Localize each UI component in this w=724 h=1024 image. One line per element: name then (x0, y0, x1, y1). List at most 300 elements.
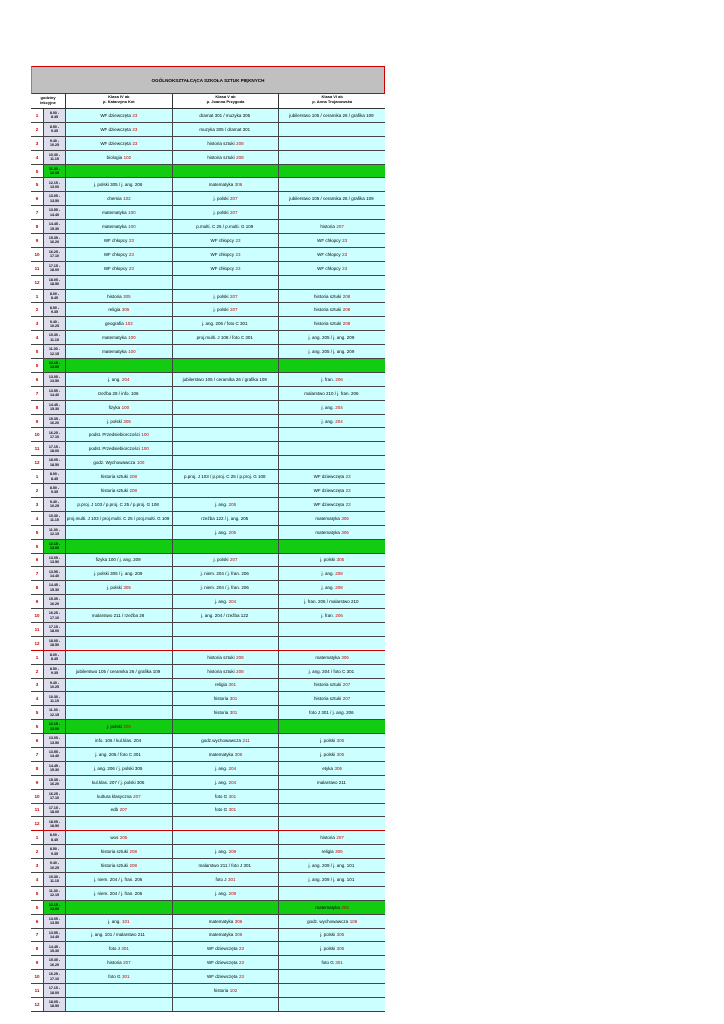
lesson-cell (173, 845, 280, 858)
lesson-cells (66, 679, 385, 692)
lesson-cell (66, 498, 173, 511)
room: 204 (228, 599, 237, 605)
room: 207 (230, 196, 238, 202)
lesson-time (44, 942, 66, 955)
lesson-row (31, 970, 385, 984)
lesson-cells (66, 831, 385, 844)
lesson-cells (66, 178, 385, 191)
subject: j. ang. (214, 529, 228, 535)
room: 211 (242, 738, 250, 744)
lesson-cell (66, 276, 173, 289)
lesson-cells (66, 929, 385, 942)
lesson-cell (173, 734, 280, 747)
lesson-cells (66, 484, 385, 497)
lesson-cell (66, 290, 173, 303)
lesson-time (44, 873, 66, 886)
subject: j. polski (320, 932, 336, 938)
lesson-row (31, 526, 385, 540)
time-end: 9.35 (51, 851, 58, 856)
subject: foto J (215, 876, 227, 882)
time-start: 15.35 - (48, 416, 61, 421)
room: 208 (129, 474, 137, 480)
room: 102 (229, 988, 238, 994)
lesson-cells (66, 137, 385, 150)
room: 23 (342, 265, 348, 271)
lesson-time (44, 804, 66, 817)
room: 23 (345, 474, 351, 480)
time-start: 9.40 - (49, 319, 60, 324)
lesson-cell (66, 581, 173, 594)
room: 23 (132, 126, 138, 132)
class-teacher: p. Anna Trojanowska (312, 98, 353, 104)
lesson-cell (173, 984, 280, 997)
subject: historia sztuki (314, 696, 342, 702)
subject: religia (214, 682, 227, 688)
room: 23 (235, 251, 241, 257)
lesson-cell (66, 679, 173, 692)
time-start: 16.25 - (48, 430, 61, 435)
room: 207 (123, 960, 131, 966)
subject: p.multi. C 25 / p.multi. G 109 (196, 224, 254, 230)
subject: godz. wychowawcza (307, 918, 349, 924)
lesson-number: 8 (31, 401, 44, 414)
lesson-number: 12 (31, 456, 44, 469)
time-start: 15.35 - (48, 236, 61, 241)
lesson-cell (173, 317, 280, 330)
class-header-v (173, 94, 280, 108)
lesson-cell (66, 956, 173, 969)
time-end: 11.15 (50, 337, 59, 342)
lesson-time (44, 165, 66, 178)
room: 305 (336, 557, 345, 563)
time-end: 17.10 (50, 976, 59, 981)
time-start: 17.15 - (48, 444, 61, 449)
subject: matematyka (315, 529, 340, 535)
lesson-cell (66, 998, 173, 1011)
lesson-cell (66, 595, 173, 608)
lesson-cell (279, 915, 385, 928)
subject: foto G (214, 807, 228, 813)
time-start: 13.55 - (48, 750, 61, 755)
room: 207 (230, 210, 238, 216)
lesson-cell (173, 151, 280, 164)
lesson-row (31, 442, 385, 456)
room: 306 (341, 654, 349, 660)
subject: j. fran. (321, 376, 334, 382)
lesson-cells (66, 165, 385, 178)
lesson-cell (66, 470, 173, 483)
lesson-row (31, 998, 385, 1011)
lesson-cells (66, 331, 385, 344)
lesson-time (44, 192, 66, 205)
lesson-number: 11 (31, 984, 44, 997)
time-end: 13.00 (50, 546, 59, 551)
lesson-cells (66, 623, 385, 636)
lesson-number: 7 (31, 387, 44, 400)
lesson-row (31, 692, 385, 706)
lesson-cell (173, 706, 280, 719)
subject: matematyka (208, 751, 234, 757)
subject: WF chłopcy (210, 265, 234, 271)
time-end: 15.30 (50, 768, 59, 773)
time-start: 8.00 - (49, 111, 60, 116)
subject: WF dziewczęta (206, 960, 238, 966)
lesson-cell (279, 123, 385, 136)
lesson-cells (66, 456, 385, 469)
lesson-row (31, 428, 385, 442)
subject: j. polski (213, 210, 229, 216)
time-start: 14.45 - (48, 944, 61, 949)
lesson-number: 4 (31, 151, 44, 164)
time-end: 9.35 (51, 129, 58, 134)
time-end: 13.50 (50, 921, 59, 926)
room: 301 (228, 876, 236, 882)
lesson-cell (173, 290, 280, 303)
subject: foto G (108, 974, 121, 980)
lesson-row (31, 665, 385, 679)
room: 306 (234, 751, 243, 757)
lesson-row (31, 915, 385, 929)
lesson-cells (66, 748, 385, 761)
lesson-time (44, 790, 66, 803)
lesson-cell (279, 512, 385, 525)
lesson-cell (279, 790, 385, 803)
time-start: 8.50 - (49, 486, 60, 491)
lesson-cell (279, 248, 385, 261)
time-start: 11.30 - (49, 347, 60, 352)
class-name: Klasa VI ab (321, 94, 343, 99)
lesson-cell (279, 373, 385, 386)
lesson-number: 12 (31, 998, 44, 1011)
lesson-cell (279, 415, 385, 428)
lesson-time (44, 651, 66, 664)
lesson-cell (279, 665, 385, 678)
lesson-cell (279, 151, 385, 164)
room: 207 (230, 557, 238, 563)
lesson-cells (66, 665, 385, 678)
lesson-cells (66, 303, 385, 316)
lesson-time (44, 581, 66, 594)
subject: proj.multi. J 108 / foto C 301 (196, 335, 253, 341)
lesson-cell (66, 873, 173, 886)
lesson-time (44, 679, 66, 692)
lesson-cell (279, 331, 385, 344)
lesson-number: 9 (31, 595, 44, 608)
lesson-cell (173, 817, 280, 830)
lesson-number: 4 (31, 331, 44, 344)
lesson-time (44, 970, 66, 983)
time-end: 15.30 (50, 948, 59, 953)
lesson-time (44, 248, 66, 261)
lesson-row (31, 720, 385, 734)
time-start: 10.30 - (48, 513, 61, 518)
lesson-cell (66, 303, 173, 316)
room: 100 (128, 224, 136, 230)
subject: j. fran. (321, 613, 334, 618)
lesson-cell (279, 401, 385, 414)
subject: historia sztuki (100, 474, 128, 480)
schedule-days (31, 109, 385, 1012)
subject: edb (110, 807, 119, 813)
lesson-cells (66, 415, 385, 428)
time-end: 8.45 (51, 115, 58, 120)
day-block (31, 290, 385, 471)
subject: etyka (322, 765, 334, 771)
time-end: 13.00 (50, 907, 59, 912)
lesson-cells (66, 512, 385, 525)
time-end: 14.40 (50, 573, 59, 578)
lesson-cell (173, 748, 280, 761)
time-end: 18.50 (50, 643, 59, 648)
lesson-number: 7 (31, 206, 44, 219)
lesson-cells (66, 554, 385, 567)
lesson-time (44, 706, 66, 719)
hours-header-line1: godziny (40, 95, 56, 101)
lesson-time (44, 929, 66, 942)
lesson-number: 2 (31, 484, 44, 497)
lesson-row (31, 151, 385, 165)
lesson-row (31, 123, 385, 137)
lesson-number: 8 (31, 762, 44, 775)
lesson-number: 11 (31, 804, 44, 817)
subject: j. ang. 204 / foto C 301 (308, 668, 355, 674)
lesson-cell (173, 234, 280, 247)
lesson-cell (66, 331, 173, 344)
time-end: 13.50 (50, 740, 59, 745)
subject: j. ang. 101 / malarstwo 211 (91, 932, 145, 938)
lesson-cell (173, 887, 280, 900)
lesson-number: 1 (31, 109, 44, 122)
table-header (31, 94, 385, 109)
time-start: 17.15 - (48, 986, 61, 991)
lesson-number: 11 (31, 262, 44, 275)
room: 205 (228, 529, 237, 535)
subject: j. ang. (321, 418, 334, 424)
lesson-cell (66, 901, 173, 914)
time-end: 18.00 (50, 268, 59, 273)
lesson-cell (173, 942, 280, 955)
time-end: 12.15 (50, 351, 59, 356)
lesson-number: 10 (31, 609, 44, 622)
lesson-cell (279, 734, 385, 747)
lesson-time (44, 554, 66, 567)
lesson-row (31, 373, 385, 387)
lesson-cell (279, 220, 385, 233)
subject: matematyka (208, 932, 234, 938)
lesson-cell (173, 720, 280, 733)
time-start: 11.30 - (49, 166, 60, 171)
lesson-number: 2 (31, 665, 44, 678)
time-start: 13.05 - (48, 375, 61, 380)
lesson-time (44, 109, 66, 122)
lesson-cell (279, 873, 385, 886)
lesson-row (31, 165, 385, 179)
lesson-cells (66, 540, 385, 553)
lesson-time (44, 692, 66, 705)
time-start: 16.25 - (48, 972, 61, 977)
room: 301 (228, 682, 237, 688)
room: 306 (341, 904, 349, 910)
lesson-number: 7 (31, 567, 44, 580)
lesson-time (44, 331, 66, 344)
lesson-number: 8 (31, 220, 44, 233)
lesson-time (44, 290, 66, 303)
subject: j. polski 305 / j. ang. 206 (93, 182, 143, 188)
lesson-cell (173, 373, 280, 386)
subject: j. ang. (214, 599, 228, 605)
time-start: 12.15 - (48, 902, 61, 907)
lesson-cell (173, 192, 280, 205)
subject: j. ang. 209 / j. ang. 101 (308, 863, 355, 869)
subject: jubilerstwo 105 / ceramika 26 / grafika 109 (289, 196, 374, 202)
lesson-cells (66, 595, 385, 608)
time-end: 8.45 (51, 296, 58, 301)
lesson-number: 11 (31, 623, 44, 636)
time-end: 10.25 (50, 143, 59, 148)
room: 301 (229, 710, 238, 716)
subject: rzeźba 122 / j. ang. 205 (201, 515, 249, 521)
lesson-cell (173, 123, 280, 136)
lesson-cell (279, 262, 385, 275)
lesson-cell (66, 526, 173, 539)
time-end: 18.50 (50, 282, 59, 287)
lesson-cell (173, 345, 280, 358)
lesson-cell (279, 498, 385, 511)
lesson-cell (173, 567, 280, 580)
lesson-cell (173, 428, 280, 441)
subject: matematyka (315, 904, 340, 910)
lesson-cell (66, 942, 173, 955)
lesson-cell (66, 234, 173, 247)
room: 208 (129, 487, 137, 493)
room: 306 (341, 529, 349, 535)
lesson-cells (66, 262, 385, 275)
class-name: Klasa IV ab (108, 94, 130, 99)
time-start: 18.05 - (48, 819, 61, 824)
lesson-time (44, 317, 66, 330)
room: 208 (342, 307, 351, 313)
lesson-cell (66, 248, 173, 261)
lesson-number: 2 (31, 845, 44, 858)
lesson-cell (173, 470, 280, 483)
lesson-cell (173, 915, 280, 928)
lesson-cell (66, 262, 173, 275)
time-end: 13.50 (50, 379, 59, 384)
subject: godz. Wychowawcza (93, 460, 136, 466)
lesson-cells (66, 609, 385, 622)
lesson-time (44, 901, 66, 914)
lesson-number: 6 (31, 373, 44, 386)
lesson-number: 5 (31, 901, 44, 914)
lesson-cells (66, 498, 385, 511)
lesson-row (31, 137, 385, 151)
lesson-row (31, 415, 385, 429)
time-end: 18.50 (50, 462, 59, 467)
lesson-cell (173, 929, 280, 942)
lesson-time (44, 345, 66, 358)
subject: wos (110, 835, 119, 841)
lesson-number: 5 (31, 887, 44, 900)
room: 208 (236, 154, 244, 160)
room: 207 (342, 682, 351, 688)
lesson-cell (66, 762, 173, 775)
lesson-time (44, 512, 66, 525)
lesson-cell (173, 651, 280, 664)
room: 209 (228, 890, 237, 896)
lesson-cells (66, 804, 385, 817)
subject: j. niem. 204 / j. fran. 206 (93, 876, 143, 882)
subject: j. niem. 204 / j. fran. 206 (200, 571, 249, 577)
time-start: 14.45 - (48, 402, 61, 407)
lesson-cell (173, 762, 280, 775)
subject: jubilerstwo 105 / ceramika 26 / grafika 109 (75, 668, 161, 674)
lesson-cell (173, 165, 280, 178)
lesson-cell (279, 804, 385, 817)
subject: historia sztuki (314, 682, 342, 688)
lesson-row (31, 484, 385, 498)
lesson-time (44, 526, 66, 539)
lesson-number: 12 (31, 276, 44, 289)
time-start: 13.55 - (48, 930, 61, 935)
lesson-cell (66, 123, 173, 136)
lesson-row (31, 317, 385, 331)
lesson-row (31, 623, 385, 637)
subject: j. polski (213, 196, 229, 202)
lesson-number: 1 (31, 831, 44, 844)
room: 23 (345, 487, 351, 493)
class-header-vi (279, 94, 385, 108)
room: 23 (239, 946, 245, 952)
lesson-cell (66, 804, 173, 817)
lesson-cell (66, 109, 173, 122)
room: 23 (239, 960, 245, 966)
lesson-cell (279, 303, 385, 316)
subject: p.proj. J 103 / p.proj. C 25 / p.proj. G 108 (77, 501, 159, 507)
lesson-row (31, 331, 385, 345)
subject: biologia (106, 154, 123, 160)
subject: geografia (104, 321, 124, 327)
lesson-cell (279, 706, 385, 719)
lesson-cell (66, 373, 173, 386)
room: 208 (236, 140, 244, 146)
time-end: 13.00 (50, 365, 59, 370)
time-end: 18.50 (50, 823, 59, 828)
lesson-cell (66, 137, 173, 150)
lesson-row (31, 554, 385, 568)
lesson-row (31, 984, 385, 998)
lesson-time (44, 859, 66, 872)
time-start: 14.45 - (48, 583, 61, 588)
subject: historia sztuki (314, 321, 342, 327)
lesson-row (31, 178, 385, 192)
time-start: 8.00 - (49, 291, 60, 296)
lesson-cell (173, 831, 280, 844)
lesson-number: 12 (31, 637, 44, 650)
room: 305 (123, 724, 131, 730)
subject: foto J (108, 946, 120, 952)
subject: j. fran. 206 / malarstwo 210 (304, 599, 359, 605)
lesson-cell (279, 845, 385, 858)
lesson-cell (66, 845, 173, 858)
lesson-time (44, 748, 66, 761)
subject: jubilerstwo 105 / ceramika 26 / grafika 109 (182, 376, 267, 382)
lesson-cells (66, 637, 385, 650)
day-block (31, 109, 385, 290)
lesson-row (31, 540, 385, 554)
room: 23 (342, 237, 348, 243)
subject: kultura klasyczna (97, 793, 132, 799)
time-end: 12.15 (50, 712, 59, 717)
